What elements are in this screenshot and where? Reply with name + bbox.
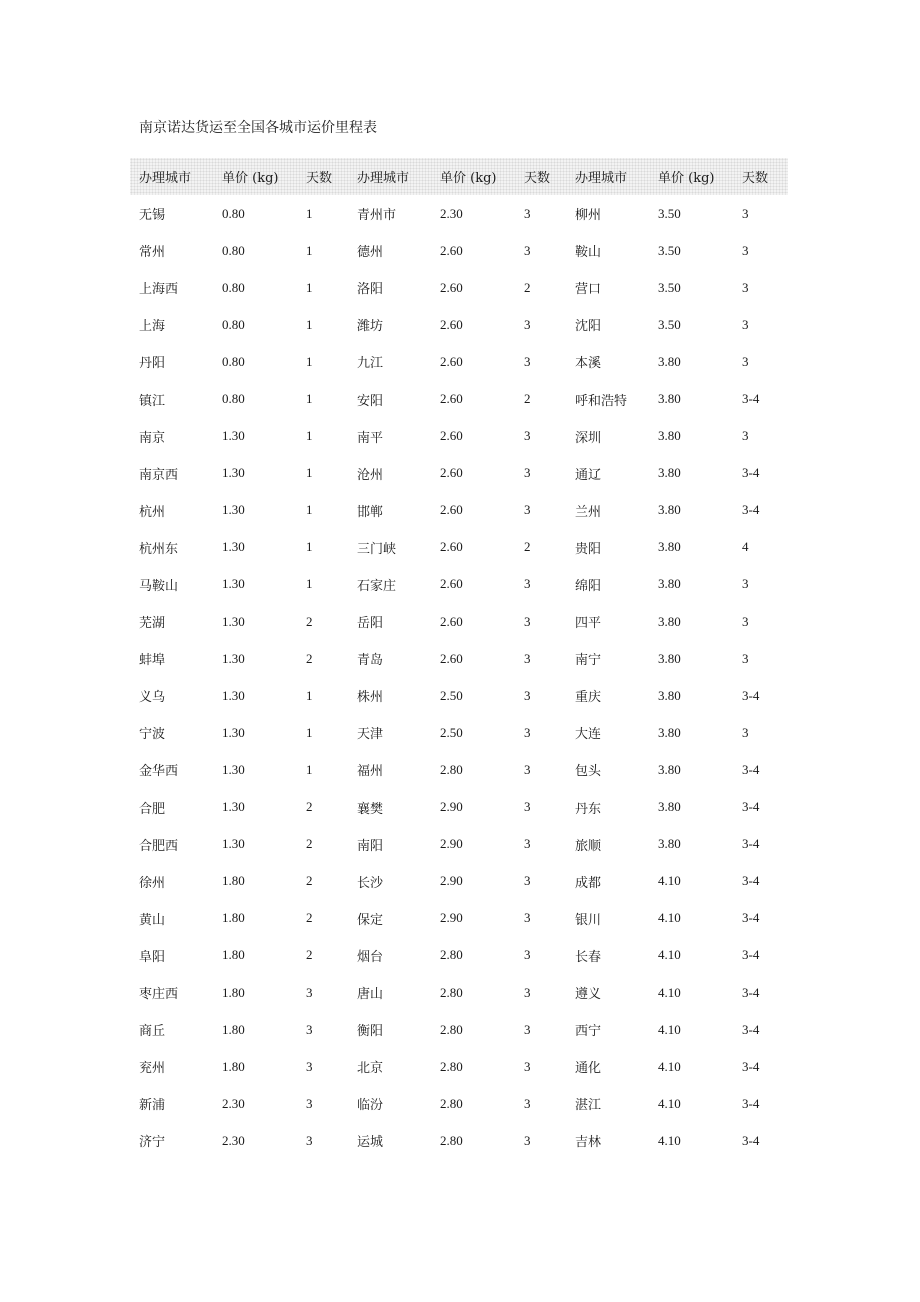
city-cell: 无锡 [139, 208, 166, 224]
city-cell: 兰州 [575, 504, 602, 520]
city-cell: 杭州 [139, 504, 166, 520]
city-cell: 福州 [357, 764, 384, 780]
days-cell: 3 [306, 1058, 313, 1074]
city-cell: 丹阳 [139, 356, 166, 372]
days-cell: 3 [742, 242, 749, 258]
table-row [130, 751, 788, 788]
city-cell: 潍坊 [357, 319, 384, 335]
unit-price-cell: 2.60 [440, 353, 463, 369]
header-unit-price: 单价 (kg) [658, 171, 715, 186]
table-row [130, 714, 788, 751]
days-cell: 3-4 [742, 984, 760, 1000]
city-cell: 成都 [575, 875, 602, 891]
table-row [130, 566, 788, 603]
city-cell: 三门峡 [357, 541, 397, 557]
days-cell: 1 [306, 353, 313, 369]
days-cell: 1 [306, 539, 313, 555]
days-cell: 1 [306, 279, 313, 295]
header-city: 办理城市 [575, 171, 628, 186]
table-row [130, 900, 788, 937]
city-cell: 兖州 [139, 1061, 166, 1077]
unit-price-cell: 1.30 [222, 613, 245, 629]
days-cell: 3-4 [742, 947, 760, 963]
unit-price-cell: 1.30 [222, 539, 245, 555]
city-cell: 常州 [139, 245, 166, 261]
city-cell: 遵义 [575, 987, 602, 1003]
days-cell: 2 [524, 539, 531, 555]
city-cell: 株州 [357, 690, 384, 706]
unit-price-cell: 1.30 [222, 650, 245, 666]
days-cell: 3 [306, 1095, 313, 1111]
unit-price-cell: 3.80 [658, 687, 681, 703]
days-cell: 1 [306, 316, 313, 332]
days-cell: 2 [306, 613, 313, 629]
city-cell: 临汾 [357, 1098, 384, 1114]
table-row [130, 789, 788, 826]
days-cell: 4 [742, 539, 749, 555]
unit-price-cell: 1.30 [222, 502, 245, 518]
city-cell: 包头 [575, 764, 602, 780]
days-cell: 2 [306, 947, 313, 963]
city-cell: 襄樊 [357, 801, 384, 817]
city-cell: 保定 [357, 912, 384, 928]
unit-price-cell: 2.80 [440, 947, 463, 963]
header-city: 办理城市 [357, 171, 410, 186]
unit-price-cell: 2.80 [440, 761, 463, 777]
unit-price-cell: 3.50 [658, 279, 681, 295]
table-row [130, 1122, 788, 1159]
city-cell: 邯郸 [357, 504, 384, 520]
city-cell: 营口 [575, 282, 602, 298]
days-cell: 3-4 [742, 391, 760, 407]
city-cell: 沈阳 [575, 319, 602, 335]
days-cell: 3 [524, 242, 531, 258]
unit-price-cell: 3.80 [658, 391, 681, 407]
document-title: 南京诺达货运至全国各城市运价里程表 [139, 120, 377, 136]
city-cell: 鞍山 [575, 245, 602, 261]
unit-price-cell: 1.80 [222, 1058, 245, 1074]
unit-price-cell: 2.90 [440, 873, 463, 889]
unit-price-cell: 4.10 [658, 984, 681, 1000]
city-cell: 长沙 [357, 875, 384, 891]
unit-price-cell: 2.60 [440, 539, 463, 555]
unit-price-cell: 1.80 [222, 1021, 245, 1037]
city-cell: 湛江 [575, 1098, 602, 1114]
days-cell: 3 [524, 687, 531, 703]
unit-price-cell: 2.60 [440, 428, 463, 444]
table-row [130, 1011, 788, 1048]
days-cell: 3 [524, 353, 531, 369]
days-cell: 3 [524, 205, 531, 221]
days-cell: 2 [306, 836, 313, 852]
days-cell: 3 [742, 279, 749, 295]
days-cell: 2 [306, 650, 313, 666]
unit-price-cell: 1.80 [222, 947, 245, 963]
days-cell: 3 [306, 1021, 313, 1037]
city-cell: 宁波 [139, 727, 166, 743]
table-row [130, 863, 788, 900]
unit-price-cell: 1.30 [222, 687, 245, 703]
days-cell: 3-4 [742, 1132, 760, 1148]
unit-price-cell: 3.80 [658, 353, 681, 369]
days-cell: 1 [306, 576, 313, 592]
days-cell: 3 [524, 428, 531, 444]
city-cell: 贵阳 [575, 541, 602, 557]
unit-price-cell: 2.80 [440, 984, 463, 1000]
unit-price-cell: 2.80 [440, 1058, 463, 1074]
header-unit-price: 单价 (kg) [222, 171, 279, 186]
table-row [130, 306, 788, 343]
city-cell: 四平 [575, 616, 602, 632]
header-city: 办理城市 [139, 171, 192, 186]
days-cell: 3 [742, 428, 749, 444]
days-cell: 1 [306, 428, 313, 444]
unit-price-cell: 0.80 [222, 279, 245, 295]
unit-price-cell: 2.90 [440, 836, 463, 852]
days-cell: 3-4 [742, 761, 760, 777]
table-row [130, 529, 788, 566]
days-cell: 3-4 [742, 836, 760, 852]
freight-rate-table [130, 158, 788, 1159]
header-days: 天数 [742, 171, 769, 186]
days-cell: 3 [524, 799, 531, 815]
city-cell: 徐州 [139, 875, 166, 891]
unit-price-cell: 1.30 [222, 576, 245, 592]
city-cell: 丹东 [575, 801, 602, 817]
days-cell: 1 [306, 502, 313, 518]
table-row [130, 1048, 788, 1085]
unit-price-cell: 2.60 [440, 502, 463, 518]
unit-price-cell: 1.30 [222, 761, 245, 777]
days-cell: 2 [306, 910, 313, 926]
city-cell: 商丘 [139, 1024, 166, 1040]
header-days: 天数 [524, 171, 551, 186]
city-cell: 重庆 [575, 690, 602, 706]
unit-price-cell: 2.50 [440, 687, 463, 703]
table-row [130, 937, 788, 974]
days-cell: 3 [524, 910, 531, 926]
unit-price-cell: 0.80 [222, 391, 245, 407]
days-cell: 1 [306, 205, 313, 221]
unit-price-cell: 2.60 [440, 279, 463, 295]
table-row [130, 418, 788, 455]
unit-price-cell: 0.80 [222, 316, 245, 332]
days-cell: 3 [742, 353, 749, 369]
days-cell: 3-4 [742, 465, 760, 481]
days-cell: 3 [742, 613, 749, 629]
days-cell: 1 [306, 242, 313, 258]
city-cell: 合肥 [139, 801, 166, 817]
city-cell: 沧州 [357, 467, 384, 483]
city-cell: 岳阳 [357, 616, 384, 632]
days-cell: 3 [524, 873, 531, 889]
unit-price-cell: 2.60 [440, 465, 463, 481]
days-cell: 3 [524, 724, 531, 740]
city-cell: 金华西 [139, 764, 179, 780]
days-cell: 3-4 [742, 1058, 760, 1074]
city-cell: 通化 [575, 1061, 602, 1077]
city-cell: 银川 [575, 912, 602, 928]
city-cell: 镇江 [139, 393, 166, 409]
unit-price-cell: 1.30 [222, 428, 245, 444]
unit-price-cell: 2.90 [440, 910, 463, 926]
city-cell: 枣庄西 [139, 987, 179, 1003]
city-cell: 大连 [575, 727, 602, 743]
days-cell: 1 [306, 761, 313, 777]
days-cell: 3-4 [742, 1021, 760, 1037]
unit-price-cell: 3.80 [658, 724, 681, 740]
days-cell: 3 [742, 205, 749, 221]
city-cell: 石家庄 [357, 578, 397, 594]
days-cell: 3 [306, 1132, 313, 1148]
unit-price-cell: 3.80 [658, 576, 681, 592]
city-cell: 阜阳 [139, 949, 166, 965]
table-row [130, 343, 788, 380]
city-cell: 上海 [139, 319, 166, 335]
days-cell: 3 [524, 316, 531, 332]
unit-price-cell: 3.80 [658, 465, 681, 481]
days-cell: 3 [524, 1021, 531, 1037]
unit-price-cell: 4.10 [658, 1021, 681, 1037]
city-cell: 济宁 [139, 1135, 166, 1151]
table-row [130, 195, 788, 232]
city-cell: 旅顺 [575, 838, 602, 854]
unit-price-cell: 2.60 [440, 650, 463, 666]
days-cell: 3 [524, 465, 531, 481]
unit-price-cell: 3.80 [658, 502, 681, 518]
unit-price-cell: 2.60 [440, 316, 463, 332]
days-cell: 3 [524, 761, 531, 777]
table-body [130, 195, 788, 1159]
unit-price-cell: 3.50 [658, 242, 681, 258]
city-cell: 烟台 [357, 949, 384, 965]
city-cell: 南阳 [357, 838, 384, 854]
city-cell: 深圳 [575, 430, 602, 446]
city-cell: 义乌 [139, 690, 166, 706]
unit-price-cell: 3.50 [658, 316, 681, 332]
header-days: 天数 [306, 171, 333, 186]
days-cell: 1 [306, 465, 313, 481]
unit-price-cell: 1.30 [222, 465, 245, 481]
city-cell: 长春 [575, 949, 602, 965]
days-cell: 1 [306, 391, 313, 407]
table-header-row [130, 158, 788, 195]
city-cell: 合肥西 [139, 838, 179, 854]
unit-price-cell: 1.80 [222, 910, 245, 926]
days-cell: 1 [306, 687, 313, 703]
unit-price-cell: 2.90 [440, 799, 463, 815]
days-cell: 3 [306, 984, 313, 1000]
city-cell: 芜湖 [139, 616, 166, 632]
days-cell: 3 [742, 316, 749, 332]
unit-price-cell: 1.30 [222, 799, 245, 815]
unit-price-cell: 2.30 [222, 1132, 245, 1148]
days-cell: 3-4 [742, 910, 760, 926]
unit-price-cell: 2.60 [440, 242, 463, 258]
days-cell: 3-4 [742, 1095, 760, 1111]
unit-price-cell: 4.10 [658, 947, 681, 963]
table-row [130, 492, 788, 529]
table-row [130, 232, 788, 269]
days-cell: 2 [306, 799, 313, 815]
table-row [130, 974, 788, 1011]
city-cell: 南宁 [575, 653, 602, 669]
unit-price-cell: 0.80 [222, 205, 245, 221]
unit-price-cell: 2.80 [440, 1021, 463, 1037]
table-row [130, 603, 788, 640]
unit-price-cell: 3.80 [658, 761, 681, 777]
city-cell: 洛阳 [357, 282, 384, 298]
unit-price-cell: 3.80 [658, 650, 681, 666]
city-cell: 呼和浩特 [575, 393, 628, 409]
unit-price-cell: 2.30 [222, 1095, 245, 1111]
unit-price-cell: 2.30 [440, 205, 463, 221]
unit-price-cell: 2.60 [440, 576, 463, 592]
days-cell: 3 [524, 650, 531, 666]
city-cell: 蚌埠 [139, 653, 166, 669]
days-cell: 3 [742, 724, 749, 740]
table-row [130, 269, 788, 306]
unit-price-cell: 1.80 [222, 873, 245, 889]
days-cell: 3 [742, 576, 749, 592]
unit-price-cell: 2.60 [440, 613, 463, 629]
days-cell: 3 [524, 502, 531, 518]
days-cell: 3 [524, 613, 531, 629]
city-cell: 南京 [139, 430, 166, 446]
city-cell: 青岛 [357, 653, 384, 669]
table-row [130, 1085, 788, 1122]
city-cell: 通辽 [575, 467, 602, 483]
days-cell: 2 [306, 873, 313, 889]
table-row [130, 380, 788, 417]
unit-price-cell: 3.80 [658, 836, 681, 852]
unit-price-cell: 3.80 [658, 428, 681, 444]
city-cell: 南平 [357, 430, 384, 446]
days-cell: 3 [742, 650, 749, 666]
city-cell: 本溪 [575, 356, 602, 372]
city-cell: 运城 [357, 1135, 384, 1151]
unit-price-cell: 2.60 [440, 391, 463, 407]
days-cell: 3 [524, 1095, 531, 1111]
city-cell: 德州 [357, 245, 384, 261]
days-cell: 3 [524, 1132, 531, 1148]
unit-price-cell: 3.50 [658, 205, 681, 221]
unit-price-cell: 4.10 [658, 910, 681, 926]
city-cell: 九江 [357, 356, 384, 372]
days-cell: 3-4 [742, 873, 760, 889]
table-row [130, 826, 788, 863]
days-cell: 3-4 [742, 502, 760, 518]
days-cell: 1 [306, 724, 313, 740]
table-row [130, 640, 788, 677]
table-row [130, 677, 788, 714]
header-unit-price: 单价 (kg) [440, 171, 497, 186]
city-cell: 新浦 [139, 1098, 166, 1114]
days-cell: 3-4 [742, 687, 760, 703]
city-cell: 马鞍山 [139, 578, 179, 594]
days-cell: 3 [524, 1058, 531, 1074]
unit-price-cell: 4.10 [658, 873, 681, 889]
table-row [130, 455, 788, 492]
unit-price-cell: 2.50 [440, 724, 463, 740]
unit-price-cell: 4.10 [658, 1058, 681, 1074]
days-cell: 2 [524, 279, 531, 295]
city-cell: 绵阳 [575, 578, 602, 594]
city-cell: 西宁 [575, 1024, 602, 1040]
city-cell: 杭州东 [139, 541, 179, 557]
city-cell: 唐山 [357, 987, 384, 1003]
city-cell: 北京 [357, 1061, 384, 1077]
unit-price-cell: 1.80 [222, 984, 245, 1000]
days-cell: 3 [524, 576, 531, 592]
city-cell: 南京西 [139, 467, 179, 483]
unit-price-cell: 4.10 [658, 1132, 681, 1148]
unit-price-cell: 2.80 [440, 1132, 463, 1148]
city-cell: 黄山 [139, 912, 166, 928]
unit-price-cell: 1.30 [222, 836, 245, 852]
days-cell: 3 [524, 984, 531, 1000]
unit-price-cell: 0.80 [222, 353, 245, 369]
unit-price-cell: 4.10 [658, 1095, 681, 1111]
city-cell: 柳州 [575, 208, 602, 224]
city-cell: 吉林 [575, 1135, 602, 1151]
unit-price-cell: 3.80 [658, 613, 681, 629]
unit-price-cell: 2.80 [440, 1095, 463, 1111]
unit-price-cell: 3.80 [658, 799, 681, 815]
city-cell: 青州市 [357, 208, 397, 224]
days-cell: 3 [524, 947, 531, 963]
city-cell: 上海西 [139, 282, 179, 298]
days-cell: 3 [524, 836, 531, 852]
city-cell: 安阳 [357, 393, 384, 409]
unit-price-cell: 1.30 [222, 724, 245, 740]
unit-price-cell: 3.80 [658, 539, 681, 555]
days-cell: 3-4 [742, 799, 760, 815]
unit-price-cell: 0.80 [222, 242, 245, 258]
days-cell: 2 [524, 391, 531, 407]
city-cell: 天津 [357, 727, 384, 743]
city-cell: 衡阳 [357, 1024, 384, 1040]
